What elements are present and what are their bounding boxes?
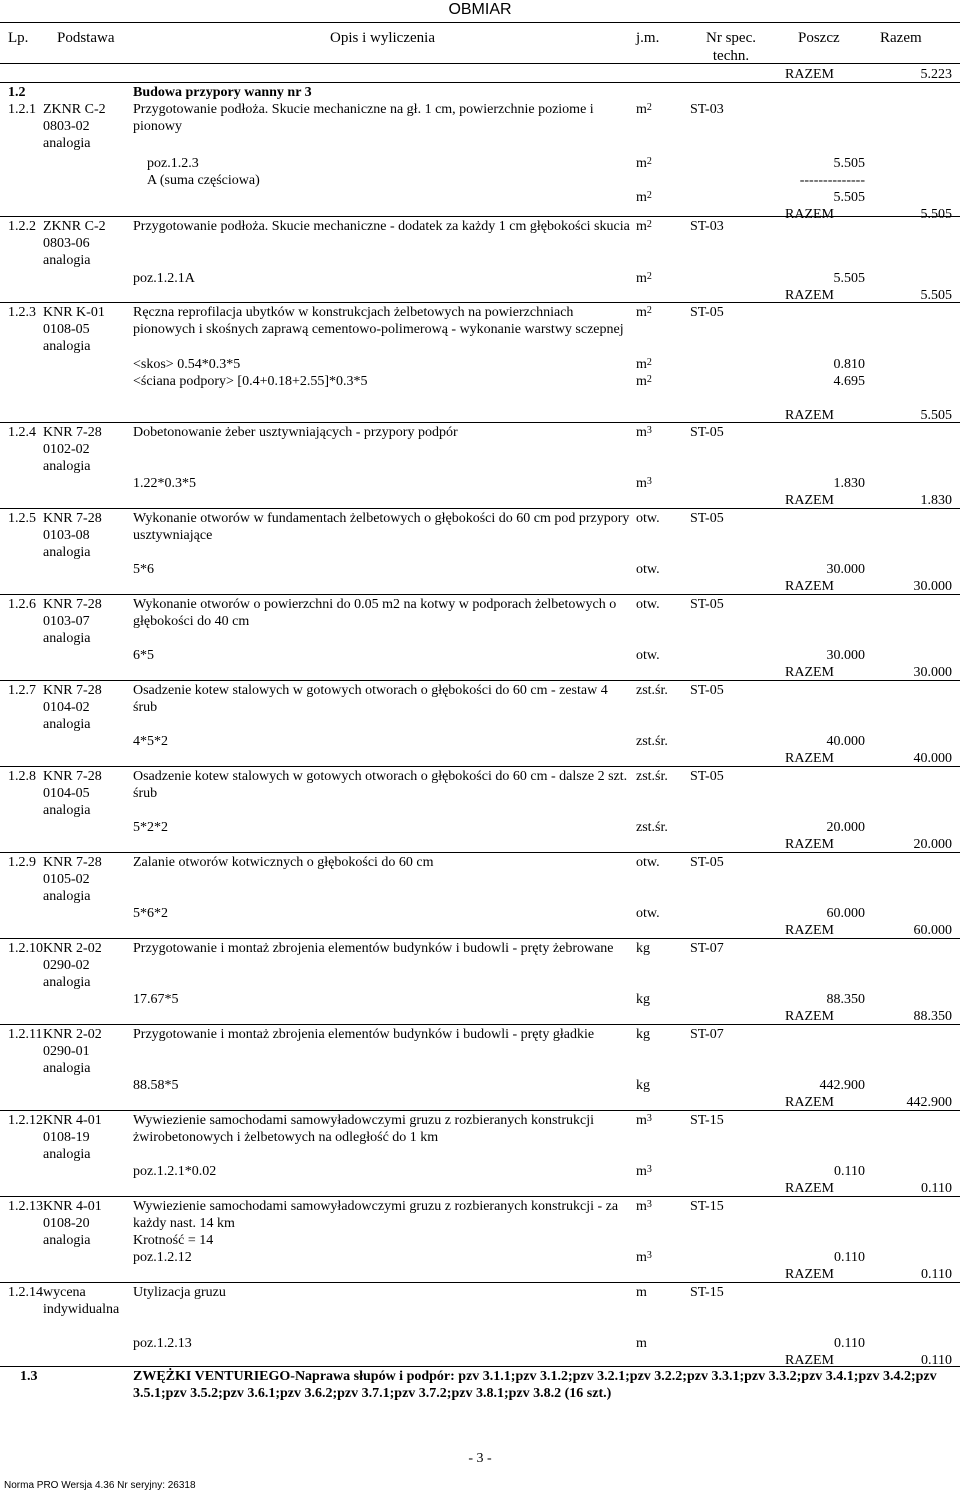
calc-value: 442.900 [819,1078,865,1093]
calc-unit-text: kg [636,1078,650,1093]
item-basis [43,1284,127,1318]
item-description: Przygotowanie podłoża. Skucie mechaniczne na gł. 1 cm, powierzchnie poziome i pionowy [133,102,594,134]
calc-unit [636,1077,650,1094]
calc-value: 0.810 [833,357,865,372]
item-basis-code: KNR 4-01 0108-20 [43,1199,102,1231]
razem-label: RAZEM [785,1009,834,1024]
item-unit-text: zst.śr. [636,683,668,698]
item-unit-text: zst.śr. [636,769,668,784]
item-basis-code: KNR 4-01 0108-19 [43,1113,102,1145]
calc-formula: 4*5*2 [133,734,168,749]
item-unit-exp: 3 [646,1113,652,1124]
calc-unit [636,647,660,664]
calc-value: 4.695 [833,374,865,389]
calc-unit-exp: 2 [646,190,652,201]
calc-value: -------------- [799,173,865,188]
calc-unit [636,373,652,390]
item-unit-exp: 3 [646,1199,652,1210]
item-spec: ST-07 [690,1027,724,1042]
item-basis-code: ZKNR C-2 0803-02 [43,102,106,134]
calc-unit-text: otw. [636,906,660,921]
item-spec: ST-05 [690,683,724,698]
item-unit [636,510,660,527]
item-unit [636,940,650,957]
item-spec: ST-15 [690,1199,724,1214]
calc-unit-text: zst.śr. [636,734,668,749]
item-divider [0,680,960,681]
item-unit-exp: 2 [646,102,652,113]
item-basis-note: analogia [43,545,91,560]
section-title: ZWĘŻKI VENTURIEGO-Naprawa słupów i podpór: pzv 3.1.1;pzv 3.1.2;pzv 3.2.1;pzv 3.2.2;pzv 3.3.1;pzv 3.3.2;pzv 3.4.1;pzv 3.4.2;pzv 3.5.1;pzv 3.5.2;pzv 3.6.1;pzv 3.6.2;pzv 3.7.1;pzv 3.7.2;pzv 3.8.1;pzv 3.8.2 (16 szt.) [133,1369,937,1401]
item-description: Wykonanie otworów o powierzchni do 0.05 m2 na kotwy w podporach żelbetowych o głębokości do 40 cm [133,597,617,629]
calc-formula: 5*2*2 [133,820,168,835]
section-title: Budowa przypory wanny nr 3 [133,85,312,100]
item-description: Dobetonowanie żeber usztywniających - przypory podpór [133,425,458,440]
header-nr-spec-line2: techn. [712,48,750,64]
item-divider [0,766,960,767]
item-unit-text: m [636,305,647,320]
razem-label: RAZEM [785,665,834,680]
item-lp: 1.2.5 [8,511,36,526]
razem-label: RAZEM [785,579,834,594]
item-unit-exp: 2 [646,219,652,230]
calc-formula: poz.1.2.3 [147,156,199,171]
item-lp: 1.2.13 [8,1199,43,1214]
calc-value: 88.350 [826,992,865,1007]
item-lp: 1.2.3 [8,305,36,320]
item-spec: ST-03 [690,102,724,117]
item-divider [0,852,960,853]
calc-unit [636,561,660,578]
calc-value: 60.000 [826,906,865,921]
item-spec: ST-15 [690,1285,724,1300]
calc-unit-text: m [636,156,647,171]
calc-value: 5.505 [833,271,865,286]
header-jm: j.m. [636,30,660,46]
header-poszcz: Poszcz [798,30,840,46]
item-divider [0,1110,960,1111]
razem-value: 5.505 [920,207,952,222]
item-unit-text: otw. [636,511,660,526]
calc-unit-text: m [636,476,647,491]
calc-formula: poz.1.2.1A [133,271,195,286]
item-basis-code: KNR 7-28 0103-07 [43,597,102,629]
item-divider [0,302,960,303]
calc-formula: 17.67*5 [133,992,179,1007]
calc-value: 5.505 [833,156,865,171]
item-lp: 1.2.1 [8,102,36,117]
calc-unit-text: m [636,1250,647,1265]
item-unit [636,854,660,871]
item-basis-note: analogia [43,1061,91,1076]
item-unit-text: kg [636,1027,650,1042]
calc-formula: <ściana podpory> [0.4+0.18+2.55]*0.3*5 [133,374,368,389]
item-spec: ST-15 [690,1113,724,1128]
calc-unit [636,1163,652,1180]
item-basis [43,940,127,991]
item-description: Wywiezienie samochodami samowyładowczymi gruzu z rozbieranych konstrukcji - za każdy nast. 14 km [133,1199,619,1231]
item-description: Utylizacja gruzu [133,1285,226,1300]
item-basis-note: analogia [43,717,91,732]
calc-formula: 88.58*5 [133,1078,179,1093]
razem-label: RAZEM [785,1353,834,1368]
razem-value: 0.110 [921,1267,952,1282]
razem-value: 88.350 [913,1009,952,1024]
header-podstawa: Podstawa [57,30,115,46]
item-lp: 1.2.14 [8,1285,43,1300]
item-basis-note: analogia [43,339,91,354]
calc-value: 40.000 [826,734,865,749]
item-basis-note: analogia [43,1147,91,1162]
item-unit [636,1284,647,1301]
razem-label: RAZEM [785,408,834,423]
calc-formula: 5*6 [133,562,154,577]
item-basis [43,1198,127,1249]
item-lp: 1.2.2 [8,219,36,234]
item-basis [43,510,127,561]
razem-value: 1.830 [920,493,952,508]
calc-unit [636,905,660,922]
razem-value: 30.000 [913,665,952,680]
item-basis [43,218,127,269]
item-divider [0,1282,960,1283]
item-basis-note: analogia [43,459,91,474]
razem-value: 0.110 [921,1181,952,1196]
section-divider [0,82,960,83]
item-spec: ST-05 [690,305,724,320]
calc-formula: 1.22*0.3*5 [133,476,196,491]
item-spec: ST-05 [690,425,724,440]
calc-unit-exp: 2 [646,271,652,282]
item-basis [43,768,127,819]
razem-label: RAZEM [785,207,834,222]
item-divider [0,594,960,595]
item-lp: 1.2.4 [8,425,36,440]
calc-unit-text: otw. [636,562,660,577]
razem-value: 40.000 [913,751,952,766]
razem-label: RAZEM [785,1181,834,1196]
calc-value: 30.000 [826,562,865,577]
item-unit-text: otw. [636,855,660,870]
table-header [0,22,960,64]
item-unit-text: m [636,1285,647,1300]
item-unit [636,101,652,118]
razem-value: 5.223 [920,67,952,82]
item-spec: ST-05 [690,511,724,526]
item-spec: ST-05 [690,855,724,870]
item-basis [43,1112,127,1163]
item-basis-note: analogia [43,889,91,904]
item-basis-code: KNR K-01 0108-05 [43,305,105,337]
calc-unit [636,155,652,172]
header-razem: Razem [880,30,922,46]
calc-formula: A (suma częściowa) [147,173,260,188]
item-basis-code: KNR 7-28 0105-02 [43,855,102,887]
page-number: - 3 - [468,1451,492,1466]
razem-label: RAZEM [785,1267,834,1282]
item-description: Zalanie otworów kotwicznych o głębokości do 60 cm [133,855,434,870]
item-basis-note: analogia [43,253,91,268]
section-lp: 1.2 [8,85,26,100]
calc-value: 5.505 [833,190,865,205]
item-basis-note: analogia [43,136,91,151]
item-lp: 1.2.6 [8,597,36,612]
calc-unit-exp: 3 [646,1250,652,1261]
calc-unit [636,270,652,287]
calc-value: 0.110 [834,1336,865,1351]
calc-unit-exp: 2 [646,374,652,385]
item-unit [636,768,668,785]
item-unit-exp: 2 [646,305,652,316]
item-description: Przygotowanie i montaż zbrojenia elementów budynków i budowli - pręty gładkie [133,1027,595,1042]
calc-unit-exp: 3 [646,1164,652,1175]
item-spec: ST-07 [690,941,724,956]
calc-formula: <skos> 0.54*0.3*5 [133,357,241,372]
calc-unit [636,356,652,373]
header-nr-spec [706,29,756,65]
item-lp: 1.2.11 [8,1027,43,1042]
item-spec: ST-03 [690,219,724,234]
item-basis-note: analogia [43,975,91,990]
item-divider [0,1196,960,1197]
item-basis-note: analogia [43,631,91,646]
razem-label: RAZEM [785,493,834,508]
item-unit-exp: 3 [646,425,652,436]
calc-unit-text: otw. [636,648,660,663]
item-divider [0,938,960,939]
item-description: Wywiezienie samochodami samowyładowczymi gruzu z rozbieranych konstrukcji żwirobetonowych i żelbetowych na odległość do 1 km [133,1113,595,1145]
item-unit-text: m [636,102,647,117]
item-unit [636,1112,652,1129]
item-basis-code: KNR 2-02 0290-01 [43,1027,102,1059]
document-title: OBMIAR [448,1,512,18]
calc-value: 0.110 [834,1250,865,1265]
calc-unit [636,819,668,836]
item-unit-text: kg [636,941,650,956]
item-unit [636,1198,652,1215]
razem-label: RAZEM [785,288,834,303]
item-lp: 1.2.8 [8,769,36,784]
item-basis-code: ZKNR C-2 0803-06 [43,219,106,251]
header-lp: Lp. [8,30,29,46]
item-description: Wykonanie otworów w fundamentach żelbetowych o głębokości do 60 cm pod przypory usztywniające [133,511,630,543]
item-lp: 1.2.10 [8,941,43,956]
item-divider [0,422,960,423]
item-basis [43,596,127,647]
item-description: Przygotowanie i montaż zbrojenia elementów budynków i budowli - pręty żebrowane [133,941,614,956]
item-extra: Krotność = 14 [133,1233,214,1248]
razem-value: 0.110 [921,1353,952,1368]
calc-unit-text: m [636,357,647,372]
section-lp: 1.3 [20,1369,38,1384]
item-lp: 1.2.7 [8,683,36,698]
calc-value: 20.000 [826,820,865,835]
item-basis-code: KNR 2-02 0290-02 [43,941,102,973]
calc-value: 0.110 [834,1164,865,1179]
item-unit-text: m [636,1199,647,1214]
calc-formula: poz.1.2.13 [133,1336,192,1351]
item-description: Osadzenie kotew stalowych w gotowych otworach o głębokości do 60 cm - dalsze 2 szt. śrub [133,769,628,801]
item-unit-text: otw. [636,597,660,612]
item-unit [636,682,668,699]
header-opis: Opis i wyliczenia [330,30,435,46]
calc-formula: poz.1.2.1*0.02 [133,1164,217,1179]
item-unit-text: m [636,219,647,234]
item-spec: ST-05 [690,597,724,612]
razem-label: RAZEM [785,837,834,852]
item-unit [636,304,652,321]
item-divider [0,1024,960,1025]
calc-unit [636,1249,652,1266]
item-description: Ręczna reprofilacja ubytków w konstrukcjach żelbetowych na powierzchniach pionowych i skośnych zaprawą cementowo-polimerową - wykonanie warstwy sczepnej [133,305,624,337]
razem-value: 5.505 [920,408,952,423]
item-basis-code: KNR 7-28 0102-02 [43,425,102,457]
item-description: Przygotowanie podłoża. Skucie mechaniczne - dodatek za każdy 1 cm głębokości skucia [133,219,630,234]
item-basis [43,424,127,475]
item-basis-code: KNR 7-28 0104-05 [43,769,102,801]
calc-formula: poz.1.2.12 [133,1250,192,1265]
calc-formula: 6*5 [133,648,154,663]
calc-value: 1.830 [833,476,865,491]
calc-unit [636,733,668,750]
item-basis-code: wycena indywidualna [43,1285,120,1317]
item-basis [43,1026,127,1077]
item-spec: ST-05 [690,769,724,784]
section-divider [0,1366,960,1367]
calc-unit-exp: 3 [646,476,652,487]
item-lp: 1.2.9 [8,855,36,870]
item-basis [43,304,127,355]
calc-unit-text: m [636,190,647,205]
item-divider [0,508,960,509]
calc-unit-text: m [636,271,647,286]
item-unit [636,596,660,613]
razem-value: 30.000 [913,579,952,594]
calc-unit [636,475,652,492]
item-unit-text: m [636,1113,647,1128]
item-unit [636,1026,650,1043]
item-basis [43,854,127,905]
razem-label: RAZEM [785,751,834,766]
item-basis-code: KNR 7-28 0104-02 [43,683,102,715]
item-unit [636,424,652,441]
calc-value: 30.000 [826,648,865,663]
item-description: Osadzenie kotew stalowych w gotowych otworach o głębokości do 60 cm - zestaw 4 śrub [133,683,608,715]
calc-unit [636,189,652,206]
razem-value: 442.900 [906,1095,952,1110]
calc-unit-text: m [636,1164,647,1179]
razem-label: RAZEM [785,67,834,82]
calc-unit [636,1335,647,1352]
item-lp: 1.2.12 [8,1113,43,1128]
razem-label: RAZEM [785,1095,834,1110]
calc-formula: 5*6*2 [133,906,168,921]
item-divider [0,216,960,217]
item-basis-code: KNR 7-28 0103-08 [43,511,102,543]
header-nr-spec-line1: Nr spec. [706,30,756,46]
calc-unit-exp: 2 [646,357,652,368]
razem-value: 5.505 [920,288,952,303]
calc-unit-text: kg [636,992,650,1007]
razem-value: 20.000 [913,837,952,852]
item-basis [43,682,127,733]
item-unit [636,218,652,235]
item-basis-note: analogia [43,803,91,818]
footer-text: Norma PRO Wersja 4.36 Nr seryjny: 26318 [4,1480,196,1491]
calc-unit-exp: 2 [646,156,652,167]
razem-label: RAZEM [785,923,834,938]
razem-value: 60.000 [913,923,952,938]
calc-unit-text: m [636,374,647,389]
item-unit-text: m [636,425,647,440]
calc-unit [636,991,650,1008]
item-basis [43,101,127,152]
calc-unit-text: zst.śr. [636,820,668,835]
item-basis-note: analogia [43,1233,91,1248]
calc-unit-text: m [636,1336,647,1351]
